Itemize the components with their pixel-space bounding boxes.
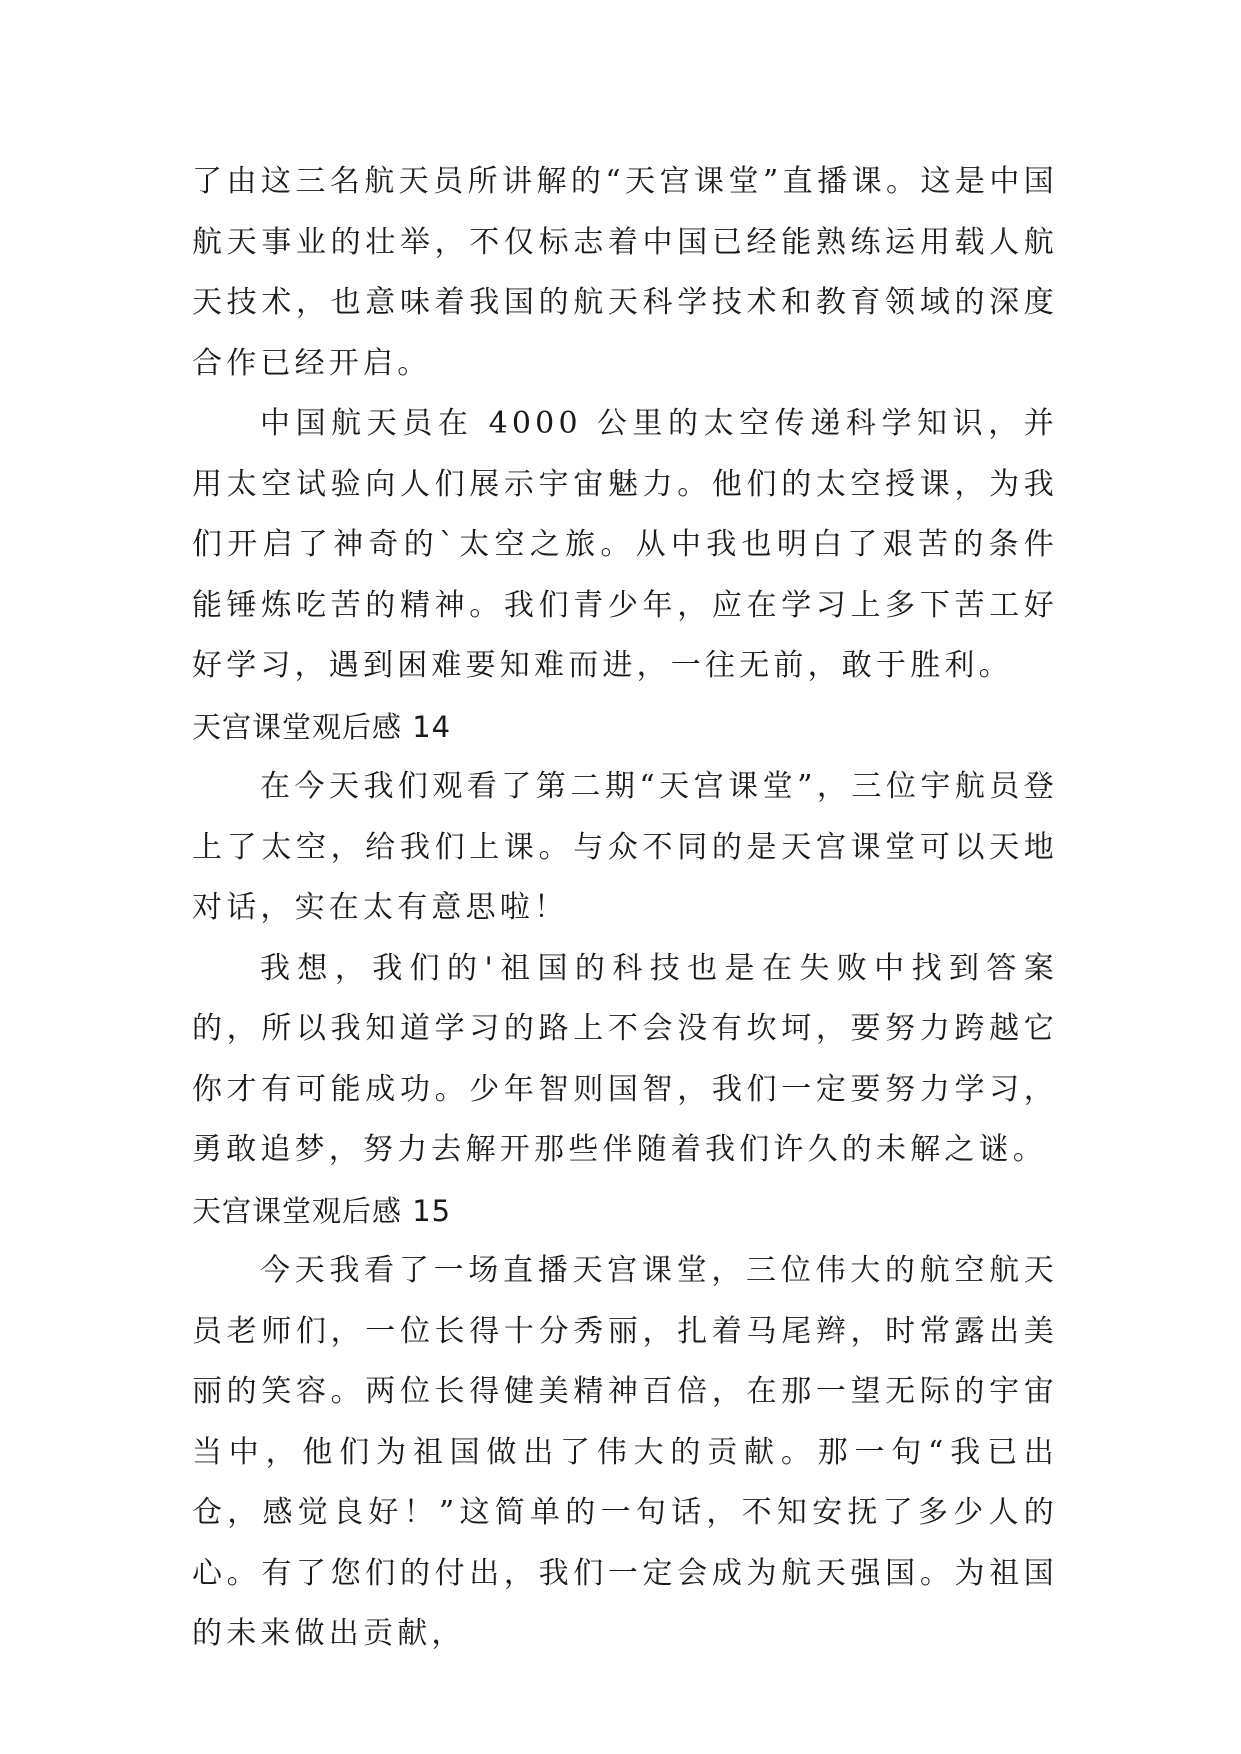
section-heading: 天宫课堂观后感 14 <box>192 709 452 744</box>
section-heading: 天宫课堂观后感 15 <box>192 1193 452 1228</box>
document-page <box>192 152 1058 1665</box>
paragraph: 在今天我们观看了第二期“天宫课堂”，三位宇航员登上了太空，给我们上课。与众不同的是天宫课堂可以天地对话，实在太有意思啦！ <box>192 769 1058 925</box>
paragraph: 今天我看了一场直播天宫课堂，三位伟大的航空航天员老师们，一位长得十分秀丽，扎着马尾辫，时常露出美丽的笑容。两位长得健美精神百倍，在那一望无际的宇宙当中，他们为祖国做出了伟大的贡献。那一句“我已出仓，感觉良好！”这简单的一句话，不知安抚了多少人的心。有了您们的付出，我们一定会成为航天强国。为祖国的未来做出贡献， <box>192 1253 1058 1651</box>
paragraph: 我想，我们的'祖国的科技也是在失败中找到答案的，所以我知道学习的路上不会没有坎坷，要努力跨越它你才有可能成功。少年智则国智，我们一定要努力学习，勇敢追梦，努力去解开那些伴随着我们许久的未解之谜。 <box>192 950 1058 1167</box>
paragraph: 中国航天员在 4000 公里的太空传递科学知识，并用太空试验向人们展示宇宙魅力。他们的太空授课，为我们开启了神奇的`太空之旅。从中我也明白了艰苦的条件能锤炼吃苦的精神。我们青少年，应在学习上多下苦工好好学习，遇到困难要知难而进，一往无前，敢于胜利。 <box>192 406 1058 683</box>
paragraph: 了由这三名航天员所讲解的“天宫课堂”直播课。这是中国航天事业的壮举，不仅标志着中国已经能熟练运用载人航天技术，也意味着我国的航天科学技术和教育领域的深度合作已经开启。 <box>192 164 1058 381</box>
